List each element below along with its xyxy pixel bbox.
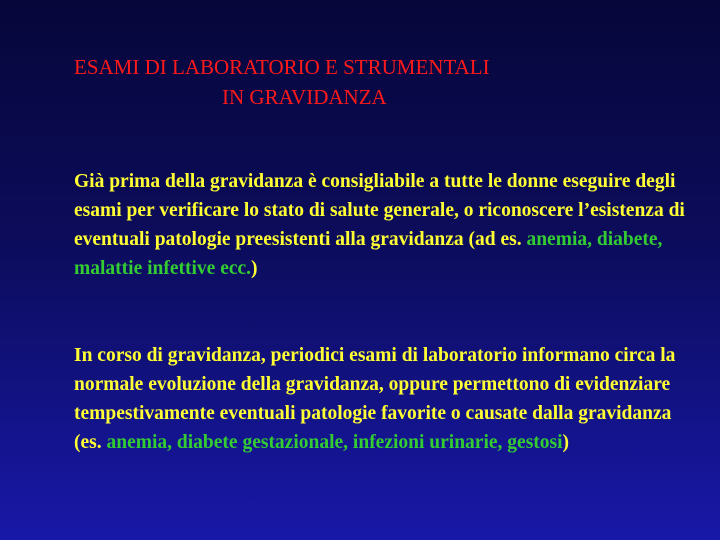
paragraph-pre-pregnancy-highlight: anemia, diabete, malattie infettive ecc. <box>74 229 663 279</box>
paragraph-pre-pregnancy-text: Già prima della gravidanza è consigliabile a tutte le donne eseguire degli esami per verificare lo stato di salute generale, o riconoscere l’esistenza di eventuali patologie preesistenti alla gravidanza (ad es. <box>74 171 685 250</box>
paragraph-during-pregnancy-closing: ) <box>562 432 570 453</box>
paragraph-pre-pregnancy <box>74 167 694 283</box>
slide-title-line2: IN GRAVIDANZA <box>222 85 387 109</box>
paragraph-during-pregnancy-text: In corso di gravidanza, periodici esami di laboratorio informano circa la normale evoluzione della gravidanza, oppure permettono di evidenziare tempestivamente eventuali patologie favorite o causate dalla gravidanza (es. <box>74 345 676 453</box>
paragraph-during-pregnancy <box>74 341 694 457</box>
slide-title <box>74 52 694 112</box>
slide-title-line1: ESAMI DI LABORATORIO E STRUMENTALI <box>74 55 490 79</box>
paragraph-during-pregnancy-highlight: anemia, diabete gestazionale, infezioni urinarie, gestosi <box>106 432 563 453</box>
paragraph-pre-pregnancy-closing: ) <box>251 258 258 279</box>
